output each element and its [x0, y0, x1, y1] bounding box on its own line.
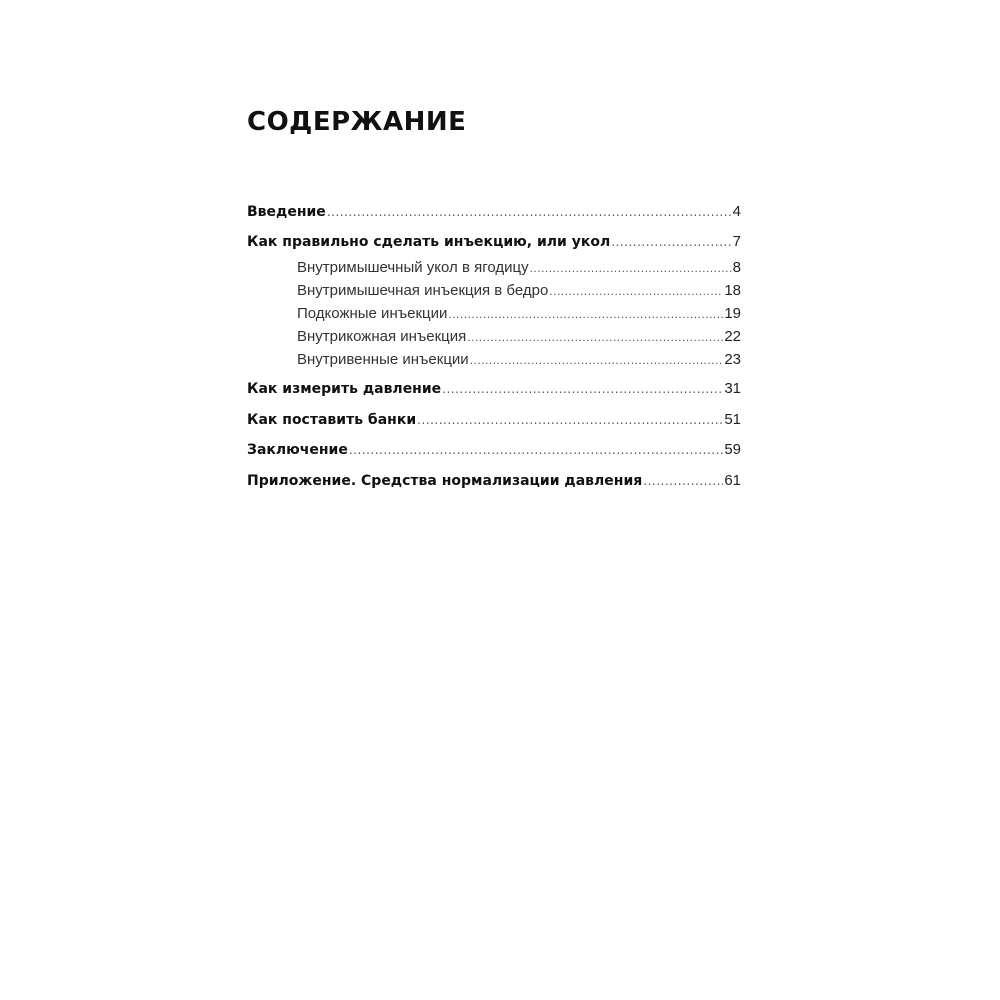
- toc-entry-page: 23: [724, 351, 741, 368]
- toc-entry-label: Введение: [247, 204, 326, 220]
- toc-entry-cupping[interactable]: [247, 409, 741, 431]
- dot-leader: [643, 470, 723, 492]
- toc-subentry-subcutaneous[interactable]: [297, 303, 741, 325]
- toc-entry-label: Как измерить давление: [247, 381, 442, 397]
- toc-entry-label: Приложение. Средства нормализации давления: [247, 473, 643, 489]
- toc-entry-label: Внутривенные инъекции: [297, 351, 469, 368]
- toc-entry-page: 19: [724, 305, 741, 322]
- dot-leader: [417, 409, 723, 431]
- toc-subentry-thigh[interactable]: [297, 280, 741, 302]
- toc-subentry-intradermal[interactable]: [297, 326, 741, 348]
- dot-leader: [467, 326, 723, 348]
- dot-leader: [327, 201, 732, 223]
- dot-leader: [442, 378, 723, 400]
- toc-entry-page: 7: [732, 233, 741, 250]
- toc-entry-page: 51: [724, 411, 741, 428]
- toc-entry-introduction[interactable]: [247, 201, 741, 223]
- toc-entry-injection[interactable]: [247, 231, 741, 253]
- toc-entry-page: 4: [732, 203, 741, 220]
- toc-entry-label: Внутрикожная инъекция: [297, 328, 467, 345]
- toc-entry-label: Как правильно сделать инъекцию, или укол: [247, 234, 611, 250]
- toc-entry-label: Как поставить банки: [247, 412, 417, 428]
- dot-leader: [349, 439, 723, 461]
- toc-entry-page: 22: [724, 328, 741, 345]
- toc-entry-page: 59: [724, 441, 741, 458]
- dot-leader: [530, 257, 732, 279]
- toc-entry-page: 8: [732, 259, 741, 276]
- toc-entry-page: 61: [724, 472, 741, 489]
- dot-leader: [549, 280, 723, 302]
- page-title: СОДЕРЖАНИЕ: [247, 107, 467, 137]
- toc-entry-page: 18: [724, 282, 741, 299]
- toc-entry-page: 31: [724, 380, 741, 397]
- toc-entry-appendix[interactable]: [247, 470, 741, 492]
- toc-subentry-buttock[interactable]: [297, 257, 741, 279]
- dot-leader: [611, 231, 731, 253]
- toc-entry-label: Подкожные инъекции: [297, 305, 448, 322]
- toc-subentry-intravenous[interactable]: [297, 349, 741, 371]
- dot-leader: [448, 303, 723, 325]
- toc-entry-label: Внутримышечный укол в ягодицу: [297, 259, 529, 276]
- dot-leader: [470, 349, 724, 371]
- toc-entry-blood-pressure[interactable]: [247, 378, 741, 400]
- toc-entry-conclusion[interactable]: [247, 439, 741, 461]
- toc-entry-label: Заключение: [247, 442, 348, 458]
- toc-entry-label: Внутримышечная инъекция в бедро: [297, 282, 549, 299]
